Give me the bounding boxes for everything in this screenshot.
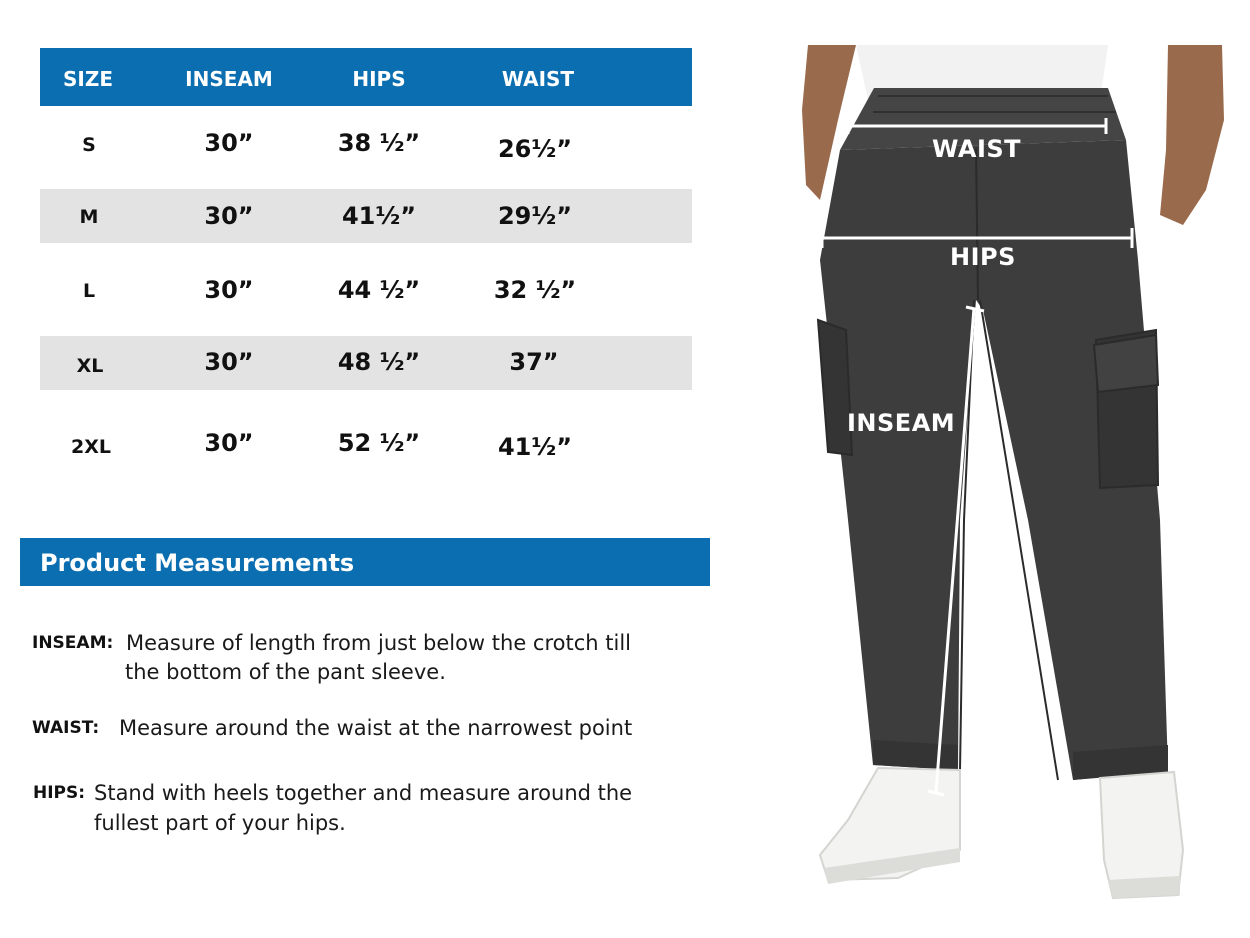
size-table-header [40,48,692,106]
header-waist: WAIST [501,67,575,91]
hips-definition-line2: fullest part of your hips. [94,811,346,835]
hips-measure-label: HIPS [950,243,1016,271]
waist-definition-label: WAIST: [32,718,100,738]
waist-cell: 37” [509,348,559,376]
inseam-definition-line1: Measure of length from just below the crotch till [126,631,631,655]
inseam-cell: 30” [204,429,254,457]
hips-cell: 52 ½” [337,429,421,457]
size-cell: XL [76,355,104,377]
section-title: Product Measurements [40,549,355,577]
inseam-cell: 30” [204,276,254,304]
product-measurements-header [20,538,710,586]
size-cell: L [82,280,96,302]
waist-cell: 29½” [497,202,572,230]
hips-cell: 41½” [341,202,416,230]
waist-cell: 32 ½” [493,276,577,304]
inseam-definition-label: INSEAM: [32,633,114,653]
table-row [40,412,692,468]
size-cell: M [79,206,99,228]
size-cell: 2XL [71,436,111,458]
inseam-cell: 30” [204,202,254,230]
header-inseam: INSEAM [185,67,273,91]
table-row [40,336,692,390]
inseam-cell: 30” [204,348,254,376]
table-row [40,189,692,243]
table-row [40,262,692,318]
inseam-measure-label: INSEAM [847,409,956,437]
waist-measure-label: WAIST [932,135,1022,163]
hips-definition-label: HIPS: [33,783,86,803]
size-cell: S [82,134,96,156]
header-hips: HIPS [352,67,406,91]
table-row [40,116,692,172]
waist-definition-text: Measure around the waist at the narrowest point [119,716,633,740]
hips-definition-line1: Stand with heels together and measure around the [94,781,633,805]
inseam-definition-line2: the bottom of the pant sleeve. [125,660,446,684]
waist-cell: 26½” [497,135,572,163]
inseam-cell: 30” [204,129,254,157]
waist-cell: 41½” [497,433,572,461]
product-photo [728,0,1250,938]
hips-cell: 38 ½” [337,129,421,157]
hips-cell: 48 ½” [337,348,421,376]
header-size: SIZE [62,67,113,91]
hips-cell: 44 ½” [337,276,421,304]
